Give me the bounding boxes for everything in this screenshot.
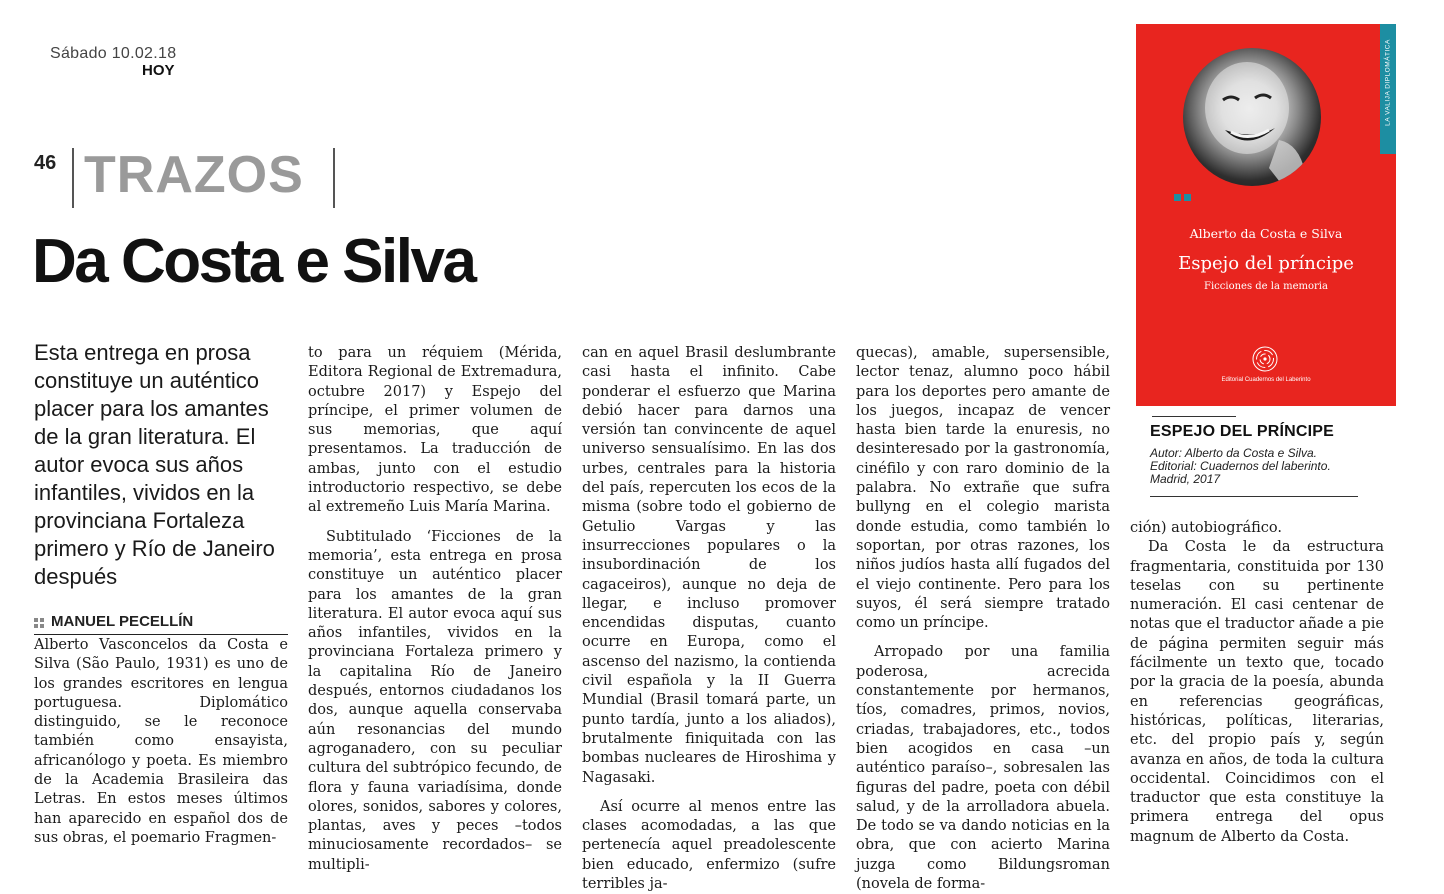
page-number: 46 <box>34 152 57 174</box>
author-name: MANUEL PECELLÍN <box>51 613 194 630</box>
factbox-publisher: Editorial: Cuadernos del laberinto. <box>1150 459 1331 473</box>
cover-child-portrait <box>1183 48 1321 186</box>
publisher-labyrinth-icon <box>1252 346 1278 372</box>
cover-series-label: LA VALIJA DIPLOMÁTICA <box>1384 39 1392 126</box>
factbox-title: ESPEJO DEL PRÍNCIPE <box>1150 423 1335 440</box>
article-paragraph: Subtitulado ‘Ficciones de la memoria’, esta entrega en prosa constituye un auténtico placer para los amantes de la gran literatura. El autor evoca aquí sus años infantiles, vividos en la provinciana Fortaleza primero y la capitalina Río de Janeiro después, entornos ciudadanos los dos, aunque aquella conservaba aún resonancias del mundo agroganadero, con su peculiar cultura del subtrópico fecundo, de flora y fauna variadísima, donde olores, sonidos, sabores y colores, plantas, aves y peces –todos minuciosamente recordados– se multipli- <box>308 528 562 873</box>
masthead-date: Sábado 10.02.18 <box>50 45 177 62</box>
article-paragraph: Así ocurre al menos entre las clases acomodadas, a las que pertenecía aquel preadolescente bien educado, enfermizo (sufre terribles ja- <box>582 798 836 893</box>
article-paragraph: Arropado por una familia poderosa, acrecida constantemente por hermanos, tíos, comadres, primos, novios, criadas, trabajadores, etc., todos bien acogidos en casa –un auténtico paraíso–, sobresalen las figuras del padre, poeta con débil salud, y de la arrolladora abuela. De todo se va dando noticias en la obra, que con acierto Marina juzga como Bildungsroman (novela de forma- <box>856 644 1110 893</box>
article-column-1 <box>34 636 288 848</box>
article-intro: Esta entrega en prosa constituye un auténtico placer para los amantes de la gran literatura. El autor evoca sus años infantiles, vividos en la provinciana Fortaleza primero y Río de Janeiro después <box>34 340 275 589</box>
cover-publisher: Editorial Cuadernos del Laberinto <box>1221 377 1311 383</box>
article-column-3 <box>582 344 836 894</box>
factbox-author: Autor: Alberto da Costa e Silva. <box>1150 446 1317 460</box>
article-column-5 <box>1130 519 1384 847</box>
cover-title: Espejo del príncipe <box>1178 253 1354 274</box>
byline <box>34 612 288 635</box>
factbox-bottom-rule <box>1150 496 1358 497</box>
article-paragraph: ción) autobiográfico. <box>1130 520 1283 536</box>
book-cover <box>1136 24 1396 406</box>
cover-author: Alberto da Costa e Silva <box>1189 226 1343 241</box>
factbox-place-year: Madrid, 2017 <box>1150 472 1221 486</box>
article-column-4 <box>856 344 1110 894</box>
section-divider-left <box>72 148 74 208</box>
article-headline: Da Costa e Silva <box>32 227 475 296</box>
factbox-top-rule <box>1152 416 1236 417</box>
section-divider-right <box>333 148 335 208</box>
masthead-paper-name: HOY <box>142 62 175 79</box>
child-face-icon <box>1183 48 1321 186</box>
article-paragraph: can en aquel Brasil deslumbrante casi hasta el infinito. Cabe ponderar el esfuerzo que Marina debió hacer para darnos una versión tan convincente de aquel universo sensualísimo. En las dos urbes, centrales para la historia del país, repercuten los ecos de la misma (sobre todo el gobierno de Getulio Vargas y las insurrecciones populares o la insubordinación de los cagaceiros), aunque no deja de llegar, e incluso promover encendidas disputas, cuanto ocurre en Europa, como el ascenso del nazismo, la contienda civil española y la II Guerra Mundial (Brasil tomará parte, un punto tardía, junto a los aliados), brutalmente finiquitada con las bombas nucleares de Hiroshima y Nagasaki. <box>582 345 836 786</box>
article-paragraph: to para un réquiem (Mérida, Editora Regional de Extremadura, octubre 2017) y Espejo del príncipe, el primer volumen de sus memorias, que aquí presentamos. La traducción de ambas, junto con el estudio introductorio respectivo, se debe al extremeño Luis María Marina. <box>308 345 562 516</box>
section-title: TRAZOS <box>84 146 304 204</box>
article-paragraph: quecas), amable, supersensible, lector tenaz, alumno poco hábil para los deportes pero amante de los juegos, incapaz de vencer hasta bien tarde la enuresis, no desinteresado por la gastronomía, cinéfilo y con raro dominio de la palabra. No extrañe que sufra bullyng en el colegio marista donde estudia, como también lo soportan, por otras razones, los niños judíos hasta allí fugados del el viejo continente. Pero para los suyos, él será siempre tratado como un príncipe. <box>856 345 1110 632</box>
cover-subtitle: Ficciones de la memoria <box>1204 281 1328 292</box>
article-column-2 <box>308 344 562 875</box>
cover-accent-squares <box>1174 188 1194 196</box>
byline-dots-icon <box>34 618 44 628</box>
article-paragraph: Da Costa le da estructura fragmentaria, constituida por 130 teselas con su pertinente numeración. El casi centenar de notas que el traductor añade a pie de página permiten seguir más fácilmente un texto que, tocado por la gracia de la poesía, abunda en referencias geográficas, históricas, políticas, literarias, etc. del propio país y, según avanza en años, de toda la cultura occidental. Coincidimos con el traductor que esta constituye la primera entrega del opus magnum de Alberto da Costa. <box>1130 539 1384 845</box>
article-paragraph: Alberto Vasconcelos da Costa e Silva (São Paulo, 1931) es uno de los grandes escritores en lengua portuguesa. Diplomático distinguido, se le reconoce también como ensayista, africanólogo y poeta. Es miembro de la Academia Brasileira das Letras. En estos meses últimos han aparecido en español dos de sus obras, el poemario Fragmen- <box>34 637 288 846</box>
